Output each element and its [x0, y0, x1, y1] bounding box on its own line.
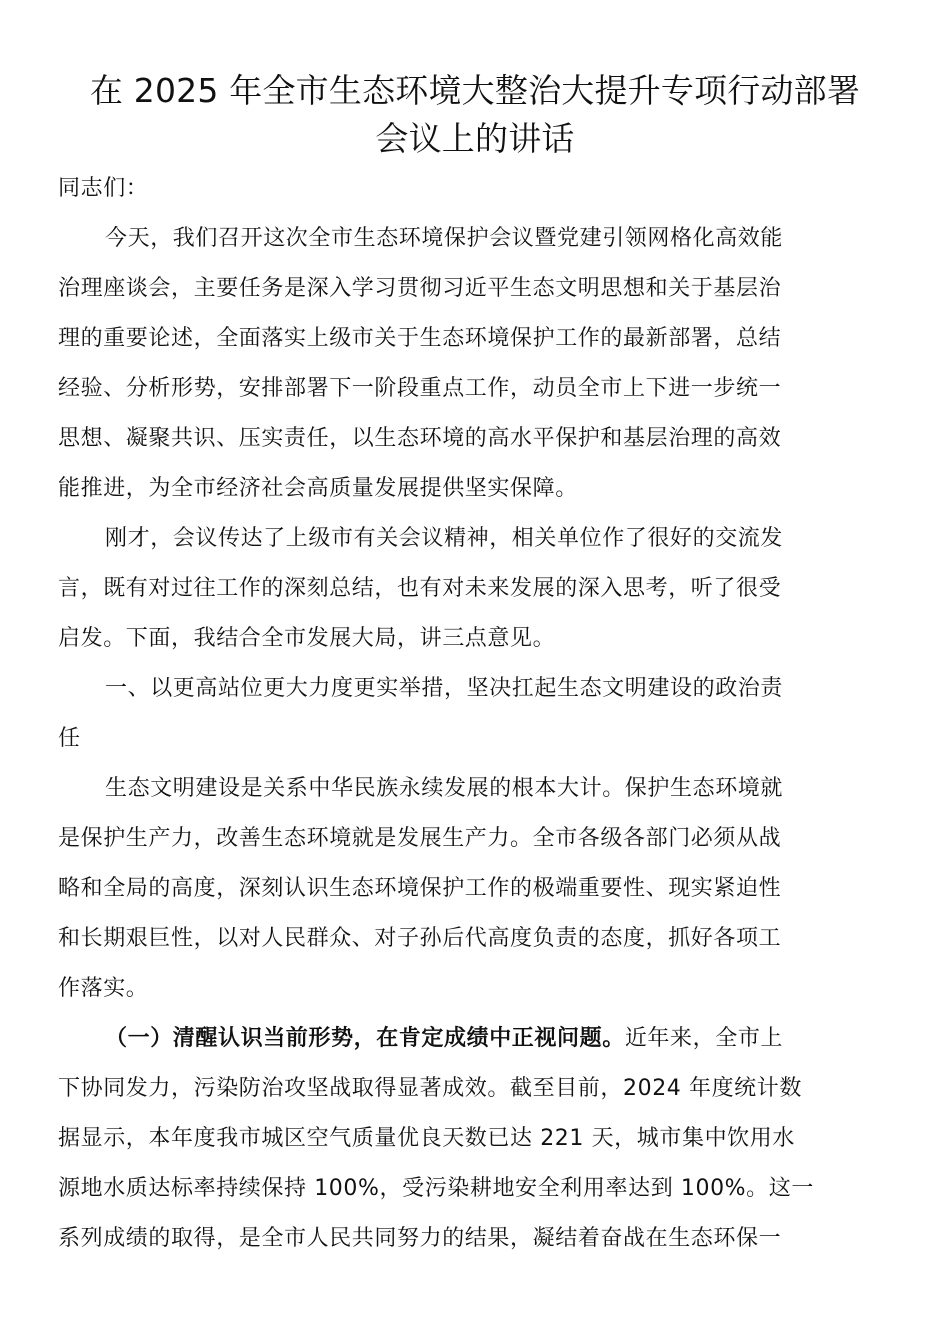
- subsection-1-text: 近年来，全市上: [624, 1026, 784, 1051]
- subsection-1-first-line: [105, 1023, 895, 1055]
- subsection-1-heading: （一）清醒认识当前形势，在肯定成绩中正视问题。: [105, 1026, 625, 1051]
- paragraph-3-line: 略和全局的高度，深刻认识生态环境保护工作的极端重要性、现实紧迫性: [58, 876, 782, 901]
- paragraph-1-line: 能推进，为全市经济社会高质量发展提供坚实保障。: [58, 476, 578, 501]
- paragraph-3-line: 是保护生产力，改善生态环境就是发展生产力。全市各级各部门必须从战: [58, 826, 782, 851]
- paragraph-2-line: 言，既有对过往工作的深刻总结，也有对未来发展的深入思考，听了很受: [58, 576, 782, 601]
- paragraph-4-line: 系列成绩的取得，是全市人民共同努力的结果，凝结着奋战在生态环保一: [58, 1226, 782, 1251]
- paragraph-3-line: 生态文明建设是关系中华民族永续发展的根本大计。保护生态环境就: [105, 776, 784, 801]
- document-title-line-1: 在 2025 年全市生态环境大整治大提升专项行动部署: [89, 71, 861, 110]
- section-1-heading-line: 任: [58, 726, 81, 751]
- paragraph-2-line: 启发。下面，我结合全市发展大局，讲三点意见。: [58, 626, 556, 651]
- section-1-heading-line: 一、以更高站位更大力度更实举措，坚决扛起生态文明建设的政治责: [105, 676, 784, 701]
- paragraph-4-line: 源地水质达标率持续保持 100%，受污染耕地安全利用率达到 100%。这一: [58, 1176, 814, 1201]
- paragraph-1-line: 今天，我们召开这次全市生态环境保护会议暨党建引领网格化高效能: [105, 226, 784, 251]
- paragraph-1-line: 理的重要论述，全面落实上级市关于生态环境保护工作的最新部署，总结: [58, 326, 782, 351]
- salutation: 同志们：: [58, 176, 149, 201]
- paragraph-3-line: 和长期艰巨性，以对人民群众、对子孙后代高度负责的态度，抓好各项工: [58, 926, 782, 951]
- paragraph-1-line: 思想、凝聚共识、压实责任，以生态环境的高水平保护和基层治理的高效: [58, 426, 782, 451]
- paragraph-1-line: 治理座谈会，主要任务是深入学习贯彻习近平生态文明思想和关于基层治: [58, 276, 782, 301]
- paragraph-3-line: 作落实。: [58, 976, 149, 1001]
- paragraph-4-line: 下协同发力，污染防治攻坚战取得显著成效。截至目前，2024 年度统计数: [58, 1076, 802, 1101]
- paragraph-2-line: 刚才，会议传达了上级市有关会议精神，相关单位作了很好的交流发: [105, 526, 784, 551]
- paragraph-1-line: 经验、分析形势，安排部署下一阶段重点工作，动员全市上下进一步统一: [58, 376, 782, 401]
- document-title-line-2: 会议上的讲话: [375, 119, 575, 158]
- paragraph-4-line: 据显示，本年度我市城区空气质量优良天数已达 221 天，城市集中饮用水: [58, 1126, 795, 1151]
